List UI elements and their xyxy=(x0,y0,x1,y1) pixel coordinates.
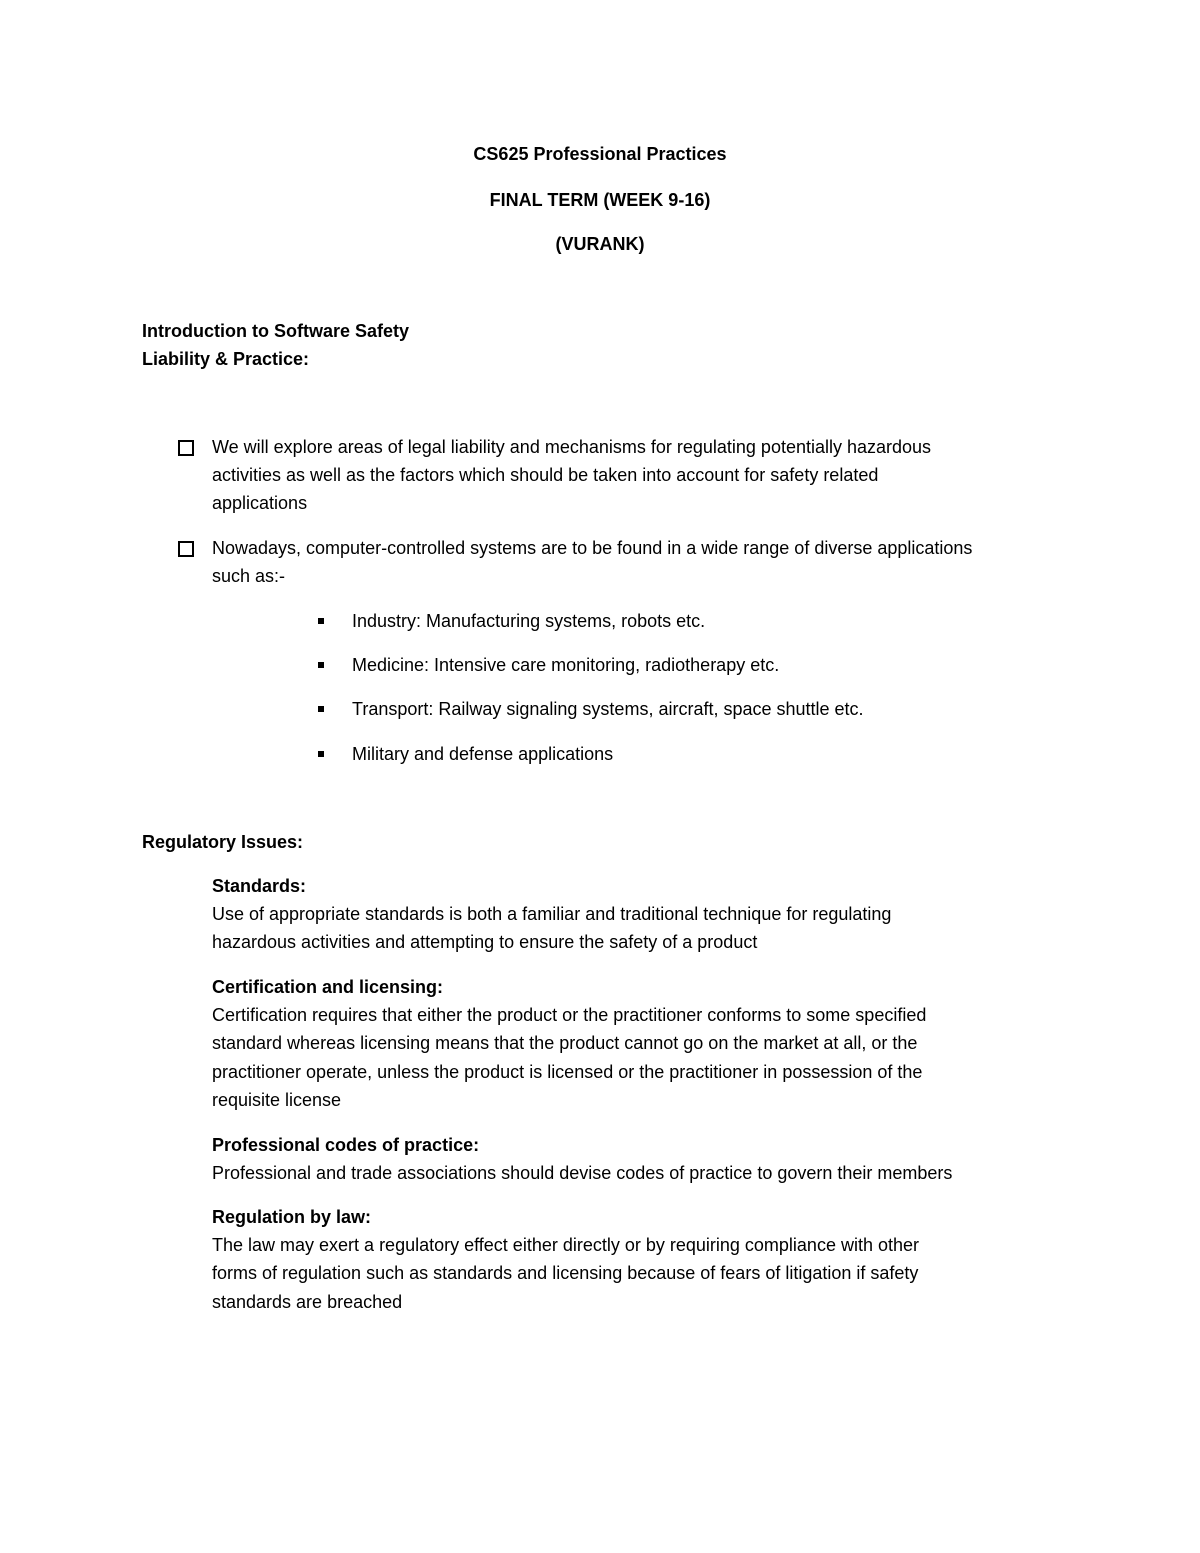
section-text: requisite license xyxy=(212,1090,342,1110)
application-item: Industry: Manufacturing systems, robots etc. xyxy=(352,611,706,631)
section-text: Use of appropriate standards is both a familiar and traditional technique for regulating xyxy=(212,904,892,924)
section-title: Professional codes of practice: xyxy=(212,1135,480,1155)
document-source: (VURANK) xyxy=(555,234,645,254)
document-title: CS625 Professional Practices xyxy=(473,144,727,164)
section-text: standards are breached xyxy=(212,1292,403,1312)
section-title: Regulation by law: xyxy=(212,1207,372,1227)
bullet-line: Nowadays, computer-controlled systems are to be found in a wide range of diverse applications xyxy=(212,538,973,558)
square-bullet-icon xyxy=(318,618,324,624)
bullet-line: applications xyxy=(212,493,308,513)
regulatory-heading: Regulatory Issues: xyxy=(142,832,304,852)
section-text: practitioner operate, unless the product is licensed or the practitioner in possession of the xyxy=(212,1062,923,1082)
square-bullet-icon xyxy=(318,662,324,668)
application-item: Medicine: Intensive care monitoring, radiotherapy etc. xyxy=(352,655,780,675)
section-title: Certification and licensing: xyxy=(212,977,444,997)
application-item: Transport: Railway signaling systems, aircraft, space shuttle etc. xyxy=(352,699,864,719)
application-item: Military and defense applications xyxy=(352,744,614,764)
section-text: forms of regulation such as standards and licensing because of fears of litigation if safety xyxy=(212,1263,919,1283)
section-title: Standards: xyxy=(212,876,307,896)
bullet-line: We will explore areas of legal liability and mechanisms for regulating potentially hazardous xyxy=(212,437,932,457)
section-text: hazardous activities and attempting to ensure the safety of a product xyxy=(212,932,758,952)
section-text: Professional and trade associations should devise codes of practice to govern their members xyxy=(212,1163,953,1183)
square-bullet-icon xyxy=(318,751,324,757)
bullet-line: such as:- xyxy=(212,566,286,586)
checkbox-icon xyxy=(178,440,194,456)
section-text: Certification requires that either the product or the practitioner conforms to some specified xyxy=(212,1005,927,1025)
intro-heading: Introduction to Software Safety xyxy=(142,321,410,341)
section-text: standard whereas licensing means that the product cannot go on the market at all, or the xyxy=(212,1033,918,1053)
checkbox-icon xyxy=(178,541,194,557)
bullet-line: activities as well as the factors which should be taken into account for safety related xyxy=(212,465,879,485)
section-text: The law may exert a regulatory effect either directly or by requiring compliance with other xyxy=(212,1235,919,1255)
intro-subheading: Liability & Practice: xyxy=(142,349,310,369)
document-term: FINAL TERM (WEEK 9-16) xyxy=(489,190,711,210)
square-bullet-icon xyxy=(318,706,324,712)
